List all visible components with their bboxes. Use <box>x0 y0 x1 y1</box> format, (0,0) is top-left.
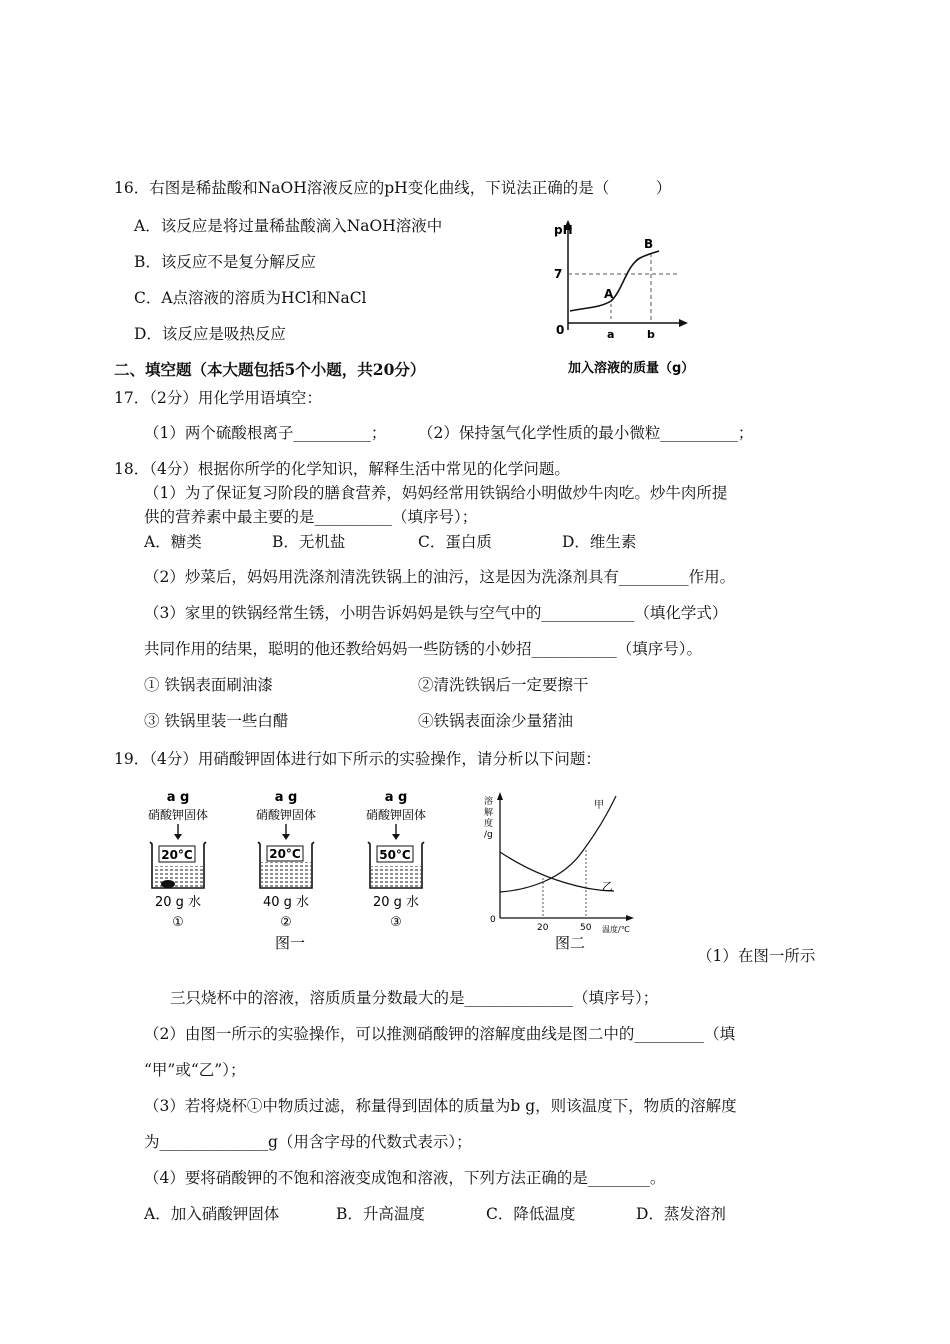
ph-tick-b: b <box>647 328 655 341</box>
y-label-char-3: 度 <box>484 819 494 829</box>
beaker-3-temp: 50°C <box>379 848 411 862</box>
curve-jia-label: 甲 <box>594 800 604 811</box>
section-heading: 二、填空题（本大题包括5个小题，共20分） <box>114 360 426 379</box>
q18-p2: （2）炒菜后，妈妈用洗涤剂清洗铁锅上的油污，这是因为洗涤剂具有_________作用。 <box>144 568 736 586</box>
q18-tip-3: ③ 铁锅里装一些白醋 <box>144 712 289 730</box>
beaker-3-water: 20 g 水 <box>372 895 420 910</box>
q19-p2-line2: “甲”或“乙”）； <box>144 1061 246 1079</box>
q17-part2: （2）保持氢气化学性质的最小微粒__________； <box>418 424 754 442</box>
q16-option-a: A．该反应是将过量稀盐酸滴入NaOH溶液中 <box>134 217 443 235</box>
q19-p1-tail: （1）在图一所示 <box>697 947 816 965</box>
q16-option-d: D．该反应是吸热反应 <box>134 325 286 343</box>
y-label-char-4: /g <box>484 830 493 840</box>
q16-option-b: B．该反应不是复分解反应 <box>134 253 316 271</box>
q19-p3-line2: 为______________g（用含字母的代数式表示）； <box>144 1133 472 1151</box>
q18-choice-b: B．无机盐 <box>272 533 346 551</box>
beaker-2-water: 40 g 水 <box>262 895 310 910</box>
q18-p1-line1: （1）为了保证复习阶段的膳食营养，妈妈经常用铁锅给小明做炒牛肉吃。炒牛肉所提 <box>144 484 728 502</box>
q16-stem: 16．右图是稀盐酸和NaOH溶液反应的pH变化曲线，下说法正确的是（ ） <box>114 179 672 197</box>
q19-stem: 19．（4分）用硝酸钾固体进行如下所示的实验操作，请分析以下问题： <box>114 750 601 768</box>
q18-choice-d: D．维生素 <box>562 533 637 551</box>
q18-choice-c: C．蛋白质 <box>418 533 492 551</box>
beaker-1 <box>148 790 208 930</box>
q18-choice-a: A．糖类 <box>144 533 202 551</box>
q19-p3-line1: （3）若将烧杯①中物质过滤，称量得到固体的质量为b g，则该温度下，物质的溶解度 <box>144 1097 737 1115</box>
beaker-1-num: ① <box>172 915 184 930</box>
beaker-1-water: 20 g 水 <box>154 895 202 910</box>
q19-choice-a: A．加入硝酸钾固体 <box>144 1205 280 1223</box>
beaker-3 <box>366 790 426 930</box>
q18-stem: 18．（4分）根据你所学的化学知识，解释生活中常见的化学问题。 <box>114 460 570 478</box>
ph-x-caption: 加入溶液的质量（g） <box>568 361 695 376</box>
fig2-origin: 0 <box>490 915 496 925</box>
beaker-2-num: ② <box>280 915 292 930</box>
y-label-char-1: 溶 <box>484 797 494 807</box>
beaker-1-solid: 硝酸钾固体 <box>147 808 209 822</box>
q19-choice-b: B．升高温度 <box>336 1205 425 1223</box>
q18-tip-2: ②清洗铁锅后一定要擦干 <box>418 676 589 694</box>
beaker-3-mass: a g <box>384 790 408 805</box>
q17-stem: 17．（2分）用化学用语填空： <box>114 389 322 407</box>
beaker-2 <box>256 790 316 930</box>
figure-1-beakers <box>130 784 470 956</box>
q16-option-c: C．A点溶液的溶质为HCl和NaCl <box>134 289 367 307</box>
figure-1-caption: 图一 <box>274 934 306 952</box>
beaker-2-temp: 20°C <box>269 847 301 861</box>
curve-yi <box>500 852 614 891</box>
beaker-3-num: ③ <box>390 915 402 930</box>
fig2-tick-50: 50 <box>580 923 592 933</box>
figure-2-caption: 图二 <box>554 934 586 952</box>
ph-point-a: A <box>604 287 614 301</box>
q18-tip-1: ① 铁锅表面刷油漆 <box>144 676 273 694</box>
q19-p2-line1: （2）由图一所示的实验操作，可以推测硝酸钾的溶解度曲线是图二中的_________（填 <box>144 1025 736 1043</box>
fig2-tick-20: 20 <box>537 923 549 933</box>
q17-part1: （1）两个硫酸根离子__________； <box>144 424 387 442</box>
ph-point-b: B <box>644 237 654 251</box>
beaker-3-solid: 硝酸钾固体 <box>365 808 427 822</box>
ph-axis-label: pH <box>554 223 573 237</box>
ph-origin-label: 0 <box>556 323 565 337</box>
q18-p1-line2: 供的营养素中最主要的是__________（填序号）； <box>144 508 478 526</box>
beaker-1-mass: a g <box>166 790 190 805</box>
q18-tip-4: ④铁锅表面涂少量猪油 <box>418 712 574 730</box>
beaker-1-temp: 20°C <box>161 848 193 862</box>
figure-2-solubility-graph <box>482 780 644 956</box>
fig2-x-label: 温度/℃ <box>602 925 630 934</box>
q19-choice-d: D．蒸发溶剂 <box>636 1205 726 1223</box>
q19-p4: （4）要将硝酸钾的不饱和溶液变成饱和溶液，下列方法正确的是________。 <box>144 1169 666 1187</box>
ph-seven-label: 7 <box>554 267 563 281</box>
beaker-2-solid: 硝酸钾固体 <box>255 808 317 822</box>
q18-p3-line2: 共同作用的结果，聪明的他还教给妈妈一些防锈的小妙招___________（填序号）。 <box>144 640 703 658</box>
ph-curve-graph <box>548 218 728 382</box>
beaker-2-mass: a g <box>274 790 298 805</box>
y-label-char-2: 解 <box>484 808 494 818</box>
curve-yi-label: 乙 <box>602 880 613 893</box>
q18-p3-line1: （3）家里的铁锅经常生锈，小明告诉妈妈是铁与空气中的____________（填化学式） <box>144 604 728 622</box>
q19-choice-c: C．降低温度 <box>486 1205 576 1223</box>
q19-p1-cont: 三只烧杯中的溶液，溶质质量分数最大的是______________（填序号）； <box>170 989 659 1007</box>
ph-tick-a: a <box>607 328 615 341</box>
